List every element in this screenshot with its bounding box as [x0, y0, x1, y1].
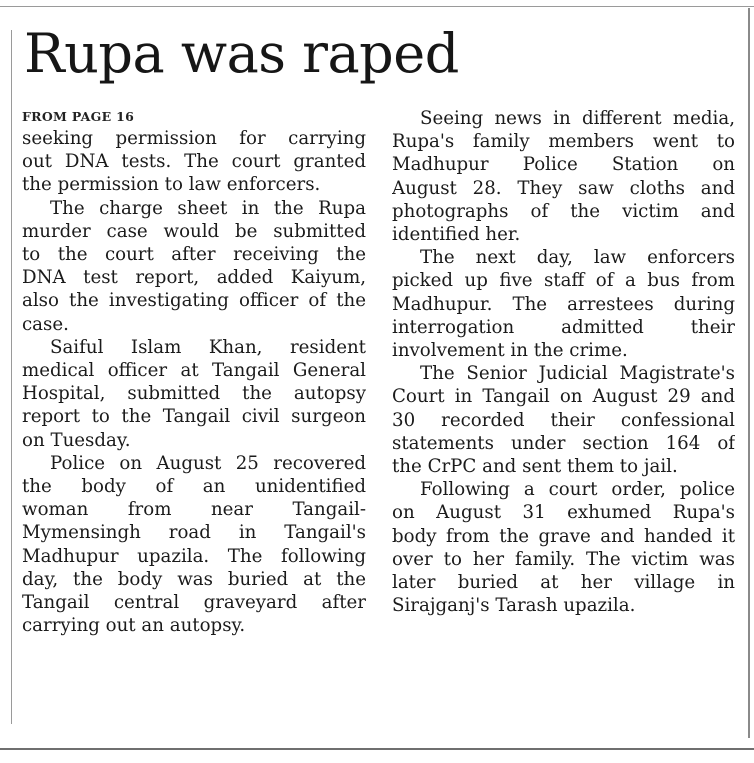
text-line: 30 recorded their confessional	[392, 409, 735, 431]
continuation-kicker: FROM PAGE 16	[22, 109, 135, 124]
top-divider	[0, 6, 754, 7]
right-divider	[748, 8, 750, 738]
text-line: over to her family. The victim was	[392, 548, 735, 570]
text-line: the body of an unidentified	[22, 476, 366, 498]
text-line: The next day, law enforcers	[420, 247, 735, 269]
text-line: case.	[22, 313, 69, 335]
text-line: involvement in the crime.	[392, 340, 628, 362]
text-line: DNA test report, added Kaiyum,	[22, 267, 366, 289]
text-line: Madhupur. The arrestees during	[392, 293, 735, 315]
text-line: Following a court order, police	[420, 479, 735, 501]
article-column-right	[392, 107, 735, 617]
text-line: body from the grave and handed it	[392, 525, 735, 547]
text-line: on August 31 exhumed Rupa's	[392, 502, 735, 524]
text-line: The charge sheet in the Rupa	[50, 197, 366, 219]
text-line: Sirajganj's Tarash upazila.	[392, 595, 636, 617]
right-column-text	[392, 107, 735, 617]
text-line: Mymensingh road in Tangail's	[22, 522, 366, 544]
text-line: woman from near Tangail-	[22, 499, 366, 521]
left-divider	[11, 30, 12, 724]
text-line: out DNA tests. The court granted	[22, 151, 366, 173]
text-line: The Senior Judicial Magistrate's	[420, 363, 735, 385]
text-line: Court in Tangail on August 29 and	[392, 386, 735, 408]
text-line: the permission to law enforcers.	[22, 174, 321, 196]
text-line: Madhupur Police Station on	[392, 154, 735, 176]
text-line: also the investigating officer of the	[22, 290, 366, 312]
text-line: Rupa's family members went to	[392, 131, 735, 153]
text-line: Hospital, submitted the autopsy	[22, 383, 366, 405]
text-line: August 28. They saw cloths and	[392, 177, 735, 199]
headline: Rupa was raped	[24, 22, 459, 85]
text-line: interrogation admitted their	[392, 316, 735, 338]
text-line: on Tuesday.	[22, 429, 131, 451]
text-line: day, the body was buried at the	[22, 568, 366, 590]
text-line: Madhupur upazila. The following	[22, 545, 366, 567]
text-line: Saiful Islam Khan, resident	[50, 336, 366, 358]
text-line: Tangail central graveyard after	[22, 592, 366, 614]
text-line: Seeing news in different media,	[420, 108, 735, 129]
text-line: carrying out an autopsy.	[22, 615, 246, 637]
text-line: to the court after receiving the	[22, 244, 366, 266]
text-line: the CrPC and sent them to jail.	[392, 456, 678, 478]
text-line: medical officer at Tangail General	[22, 360, 366, 382]
text-line: seeking permission for carrying	[22, 128, 366, 149]
left-column-text	[22, 127, 366, 637]
text-line: report to the Tangail civil surgeon	[22, 406, 366, 428]
text-line: later buried at her village in	[392, 572, 735, 594]
text-line: photographs of the victim and	[392, 200, 735, 222]
text-line: murder case would be submitted	[22, 220, 366, 242]
text-line: Police on August 25 recovered	[50, 452, 366, 474]
article-column-left	[22, 107, 366, 637]
text-line: identified her.	[392, 224, 521, 246]
text-line: picked up five staff of a bus from	[392, 270, 735, 292]
text-line: statements under section 164 of	[392, 432, 735, 454]
bottom-divider	[0, 748, 754, 750]
